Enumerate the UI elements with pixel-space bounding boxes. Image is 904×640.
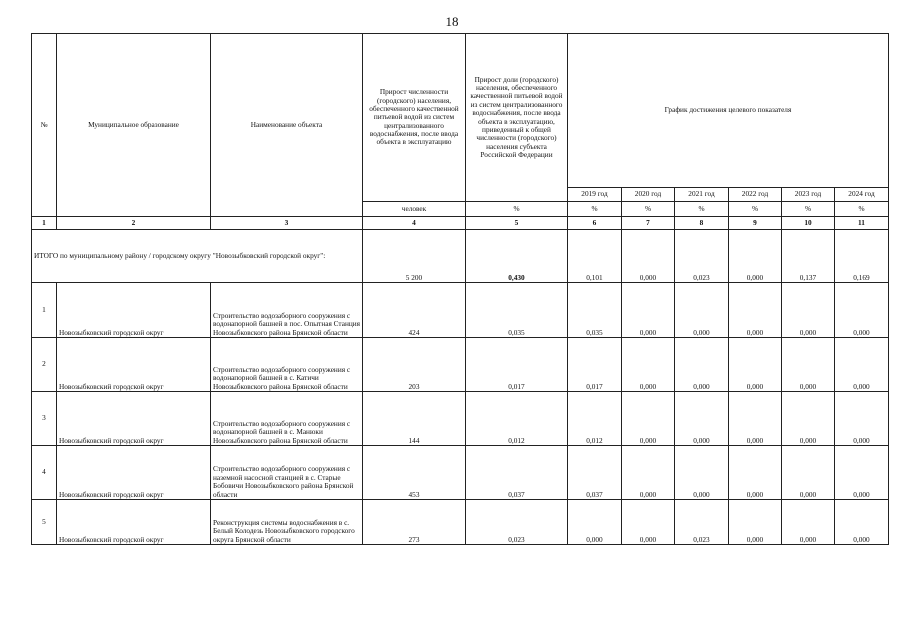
row-municipality: Новозыбковский городской округ — [57, 392, 211, 446]
table-row — [32, 446, 889, 500]
unit-percent: % — [835, 202, 889, 217]
unit-percent: % — [675, 202, 729, 217]
unit-percent: % — [782, 202, 835, 217]
table-row — [32, 338, 889, 392]
row-year-value: 0,000 — [782, 446, 835, 500]
row-year-value: 0,000 — [729, 283, 782, 338]
column-number: 4 — [363, 217, 466, 230]
row-year-value: 0,000 — [622, 446, 675, 500]
header-schedule: График достижения целевого показателя — [568, 34, 889, 188]
total-year-value: 0,000 — [622, 230, 675, 283]
row-year-value: 0,000 — [782, 500, 835, 545]
row-year-value: 0,000 — [835, 500, 889, 545]
unit-people: человек — [363, 202, 466, 217]
column-number: 2 — [57, 217, 211, 230]
row-share: 0,012 — [466, 392, 568, 446]
row-year-value: 0,000 — [835, 446, 889, 500]
row-year-value: 0,000 — [782, 392, 835, 446]
row-municipality: Новозыбковский городской округ — [57, 338, 211, 392]
header-growth-population: Прирост численности (городского) населения, обеспеченного качественной питьевой водой из систем централизованного водоснабжения, после ввода объекта в эксплуатацию — [363, 34, 466, 202]
table-row — [32, 500, 889, 545]
header-year: 2023 год — [782, 188, 835, 202]
row-year-value: 0,023 — [675, 500, 729, 545]
unit-percent: % — [568, 202, 622, 217]
row-people: 273 — [363, 500, 466, 545]
row-object-name: Строительство водозаборного сооружения с водонапорной башней в с. Манюки Новозыбковского района Брянской области — [211, 392, 363, 446]
row-municipality: Новозыбковский городской округ — [57, 283, 211, 338]
column-number: 5 — [466, 217, 568, 230]
page-number: 18 — [445, 14, 459, 29]
row-year-value: 0,000 — [835, 283, 889, 338]
row-number: 5 — [32, 500, 57, 545]
table-row — [32, 392, 889, 446]
total-share: 0,430 — [466, 230, 568, 283]
row-people: 144 — [363, 392, 466, 446]
total-year-value: 0,101 — [568, 230, 622, 283]
target-indicator-table — [31, 33, 889, 545]
row-share: 0,035 — [466, 283, 568, 338]
total-row — [32, 230, 889, 283]
header-year: 2020 год — [622, 188, 675, 202]
header-year: 2021 год — [675, 188, 729, 202]
total-people: 5 200 — [363, 230, 466, 283]
header-growth-share: Прирост доли (городского) населения, обеспеченного качественной питьевой водой из систем централизованного водоснабжения, после ввода объекта в эксплуатацию, приведенный к общей численности (городского) населения субъекта Российской Федерации — [466, 34, 568, 202]
row-year-value: 0,000 — [622, 338, 675, 392]
unit-percent: % — [466, 202, 568, 217]
total-year-value: 0,000 — [729, 230, 782, 283]
row-year-value: 0,000 — [729, 338, 782, 392]
header-municipality: Муниципальное образование — [57, 34, 211, 217]
row-object-name: Строительство водозаборного сооружения с водонапорной башней в пос. Опытная Станция Новозыбковского района Брянской области — [211, 283, 363, 338]
row-year-value: 0,000 — [622, 283, 675, 338]
row-municipality: Новозыбковский городской округ — [57, 446, 211, 500]
row-year-value: 0,000 — [729, 500, 782, 545]
row-year-value: 0,037 — [568, 446, 622, 500]
header-year: 2024 год — [835, 188, 889, 202]
row-year-value: 0,000 — [835, 338, 889, 392]
row-number: 2 — [32, 338, 57, 392]
total-year-value: 0,137 — [782, 230, 835, 283]
row-object-name: Строительство водозаборного сооружения с наземной насосной станцией в с. Старые Бобовичи Новозыбковского района Брянской области — [211, 446, 363, 500]
row-year-value: 0,000 — [675, 392, 729, 446]
row-share: 0,017 — [466, 338, 568, 392]
row-year-value: 0,000 — [782, 283, 835, 338]
row-year-value: 0,000 — [622, 500, 675, 545]
row-year-value: 0,000 — [568, 500, 622, 545]
total-label: ИТОГО по муниципальному району / городскому округу "Новозыбковский городской округ": — [32, 230, 363, 283]
column-number: 1 — [32, 217, 57, 230]
column-number: 9 — [729, 217, 782, 230]
row-year-value: 0,000 — [729, 446, 782, 500]
unit-percent: % — [622, 202, 675, 217]
row-people: 424 — [363, 283, 466, 338]
row-share: 0,023 — [466, 500, 568, 545]
header-year: 2022 год — [729, 188, 782, 202]
row-year-value: 0,035 — [568, 283, 622, 338]
total-year-value: 0,169 — [835, 230, 889, 283]
total-year-value: 0,023 — [675, 230, 729, 283]
row-year-value: 0,017 — [568, 338, 622, 392]
row-number: 3 — [32, 392, 57, 446]
row-share: 0,037 — [466, 446, 568, 500]
column-number: 11 — [835, 217, 889, 230]
row-object-name: Реконструкция системы водоснабжения в с. Белый Колодезь Новозыбковского городского округа Брянской области — [211, 500, 363, 545]
header-object: Наименование объекта — [211, 34, 363, 217]
column-number: 8 — [675, 217, 729, 230]
column-number: 3 — [211, 217, 363, 230]
row-year-value: 0,000 — [622, 392, 675, 446]
row-year-value: 0,000 — [729, 392, 782, 446]
row-year-value: 0,012 — [568, 392, 622, 446]
header-no: № — [32, 34, 57, 217]
row-year-value: 0,000 — [675, 338, 729, 392]
table-row — [32, 283, 889, 338]
column-number: 7 — [622, 217, 675, 230]
column-number: 10 — [782, 217, 835, 230]
row-year-value: 0,000 — [782, 338, 835, 392]
row-people: 203 — [363, 338, 466, 392]
row-year-value: 0,000 — [835, 392, 889, 446]
row-year-value: 0,000 — [675, 283, 729, 338]
row-number: 4 — [32, 446, 57, 500]
row-people: 453 — [363, 446, 466, 500]
row-object-name: Строительство водозаборного сооружения с водонапорной башней в с. Катичи Новозыбковского района Брянской области — [211, 338, 363, 392]
row-year-value: 0,000 — [675, 446, 729, 500]
row-municipality: Новозыбковский городской округ — [57, 500, 211, 545]
header-year: 2019 год — [568, 188, 622, 202]
column-number: 6 — [568, 217, 622, 230]
row-number: 1 — [32, 283, 57, 338]
unit-percent: % — [729, 202, 782, 217]
